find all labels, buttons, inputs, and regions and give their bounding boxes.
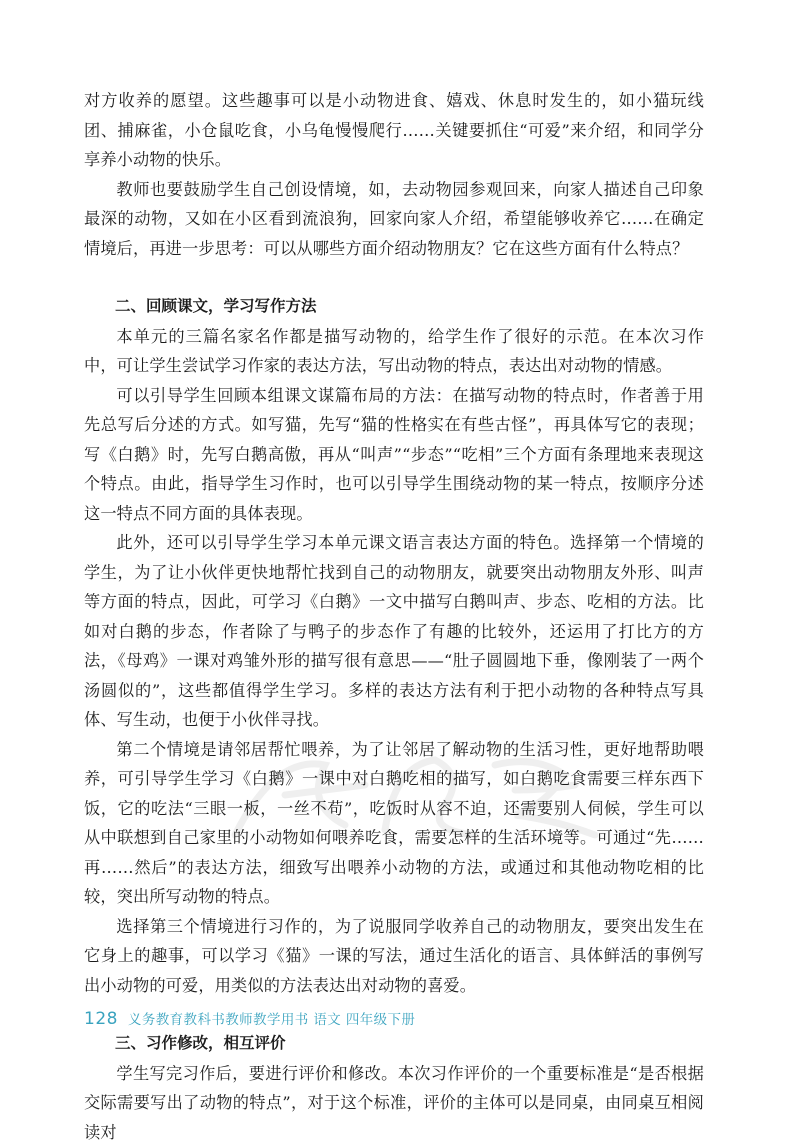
book-title: 义务教育教科书教师教学用书 语文 四年级下册 — [128, 1008, 415, 1028]
body-text — [84, 86, 704, 1147]
paragraph: 教师也要鼓励学生自己创设情境，如，去动物园参观回来，向家人描述自己印象最深的动物，又如在小区看到流浪狗，回家向家人介绍，希望能够收养它……在确定情境后，再进一步思考：可以从哪些方面介绍动物朋友？它在这些方面有什么特点？ — [84, 175, 704, 264]
paragraph: 可以引导学生回顾本组课文谋篇布局的方法：在描写动物的特点时，作者善于用先总写后分述的方式。如写猫，先写“猫的性格实在有些古怪”，再具体写它的表现；写《白鹅》时，先写白鹅高傲，再从“叫声”“步态”“吃相”三个方面有条理地来表现这个特点。由此，指导学生习作时，也可以引导学生围绕动物的某一特点，按顺序分述这一特点不同方面的具体表现。 — [84, 381, 704, 529]
page-number: 128 — [84, 1009, 118, 1029]
paragraph: 本单元的三篇名家名作都是描写动物的，给学生作了很好的示范。在本次习作中，可让学生尝试学习作家的表达方法，写出动物的特点，表达出对动物的情感。 — [84, 322, 704, 381]
paragraph: 学生写完习作后，要进行评价和修改。本次习作评价的一个重要标准是“是否根据交际需要写出了动物的特点”，对于这个标准，评价的主体可以是同桌，由同桌互相阅读对 — [84, 1059, 704, 1147]
section-heading-3: 三、习作修改，相互评价 — [84, 1029, 704, 1059]
paragraph: 此外，还可以引导学生学习本单元课文语言表达方面的特色。选择第一个情境的学生，为了让小伙伴更快地帮忙找到自己的动物朋友，就要突出动物朋友外形、叫声等方面的特点，因此，可学习《白鹅》一文中描写白鹅叫声、步态、吃相的方法。比如对白鹅的步态，作者除了与鸭子的步态作了有趣的比较外，还运用了打比方的方法，《母鸡》一课对鸡雏外形的描写很有意思——“肚子圆圆地下垂，像刚装了一两个汤圆似的”，这些都值得学生学习。多样的表达方法有利于把小动物的各种特点写具体、写生动，也便于小伙伴寻找。 — [84, 528, 704, 735]
paragraph: 第二个情境是请邻居帮忙喂养，为了让邻居了解动物的生活习性，更好地帮助喂养，可引导学生学习《白鹅》一课中对白鹅吃相的描写，如白鹅吃食需要三样东西下饭，它的吃法“三眼一板，一丝不苟”，吃饭时从容不迫，还需要别人伺候，学生可以从中联想到自己家里的小动物如何喂养吃食，需要怎样的生活环境等。可通过“先……再……然后”的表达方法，细致写出喂养小动物的方法，或通过和其他动物吃相的比较，突出所写动物的特点。 — [84, 735, 704, 912]
section-heading-2: 二、回顾课文，学习写作方法 — [84, 292, 704, 322]
section-gap — [84, 263, 704, 292]
page-footer — [84, 1008, 415, 1032]
paragraph: 选择第三个情境进行习作的，为了说服同学收养自己的动物朋友，要突出发生在它身上的趣事，可以学习《猫》一课的写法，通过生活化的语言、具体鲜活的事例写出小动物的可爱，用类似的方法表达出对动物的喜爱。 — [84, 912, 704, 1001]
paragraph-continued: 对方收养的愿望。这些趣事可以是小动物进食、嬉戏、休息时发生的，如小猫玩线团、捕麻雀，小仓鼠吃食，小乌龟慢慢爬行……关键要抓住“可爱”来介绍，和同学分享养小动物的快乐。 — [84, 86, 704, 175]
